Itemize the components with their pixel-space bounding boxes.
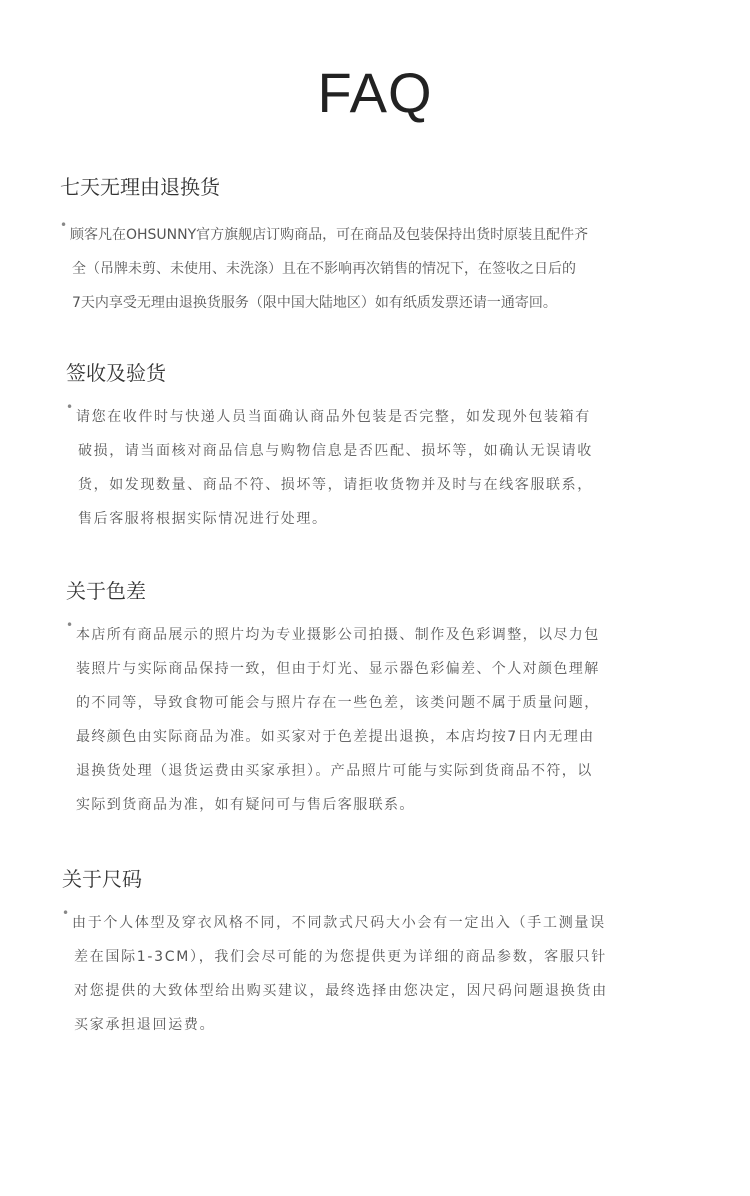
body-line: 货，如发现数量、商品不符、损坏等，请拒收货物并及时与在线客服联系，	[78, 477, 593, 493]
section-title: 关于尺码	[62, 867, 142, 891]
body-line: 装照片与实际商品保持一致，但由于灯光、显示器色彩偏差、个人对颜色理解	[76, 661, 600, 677]
body-line: 实际到货商品为准，如有疑问可与售后客服联系。	[76, 797, 415, 813]
bullet-dot: •	[66, 618, 75, 632]
page-title: FAQ	[317, 61, 433, 124]
body-line: 全（吊牌未剪、未使用、未洗涤）且在不影响再次销售的情况下，在签收之日后的	[72, 261, 576, 277]
body-line: 售后客服将根据实际情况进行处理。	[78, 511, 328, 527]
faq-section-return-policy	[60, 174, 660, 320]
body-line: 差在国际1-3CM），我们会尽可能的为您提供更为详细的商品参数，客服只针	[74, 949, 607, 965]
faq-section-sign-inspection	[66, 360, 666, 536]
bullet-dot: •	[60, 218, 68, 232]
section-body	[66, 400, 666, 536]
body-line: 破损，请当面核对商品信息与购物信息是否匹配、损坏等，如确认无误请收	[78, 443, 593, 459]
body-line: 请您在收件时与快递人员当面确认商品外包装是否完整，如发现外包装箱有	[76, 409, 591, 425]
body-line: 对您提供的大致体型给出购买建议，最终选择由您决定，因尺码问题退换货由	[74, 983, 608, 999]
section-title: 签收及验货	[66, 361, 166, 385]
body-line: 最终颜色由实际商品为准。如买家对于色差提出退换，本店均按7日内无理由	[76, 729, 595, 745]
body-line: 7天内享受无理由退换货服务（限中国大陆地区）如有纸质发票还请一通寄回。	[72, 295, 557, 311]
section-body	[60, 218, 660, 320]
body-line: 顾客凡在OHSUNNY官方旗舰店订购商品，可在商品及包装保持出货时原装且配件齐	[70, 227, 589, 243]
body-line: 由于个人体型及穿衣风格不同，不同款式尺码大小会有一定出入（手工测量误	[72, 915, 606, 931]
faq-section-color-difference	[66, 578, 666, 822]
section-title: 关于色差	[66, 579, 146, 603]
body-line: 退换货处理（退货运费由买家承担）。产品照片可能与实际到货商品不符，以	[76, 763, 593, 779]
section-body	[62, 906, 662, 1042]
body-line: 的不同等，导致食物可能会与照片存在一些色差，该类问题不属于质量问题，	[76, 695, 600, 711]
section-body	[66, 618, 666, 822]
body-line: 本店所有商品展示的照片均为专业摄影公司拍摄、制作及色彩调整，以尽力包	[76, 627, 600, 643]
bullet-dot: •	[66, 400, 75, 414]
section-title: 七天无理由退换货	[60, 175, 220, 199]
body-line: 买家承担退回运费。	[74, 1017, 216, 1033]
faq-section-sizing	[62, 866, 662, 1042]
bullet-dot: •	[62, 906, 71, 920]
